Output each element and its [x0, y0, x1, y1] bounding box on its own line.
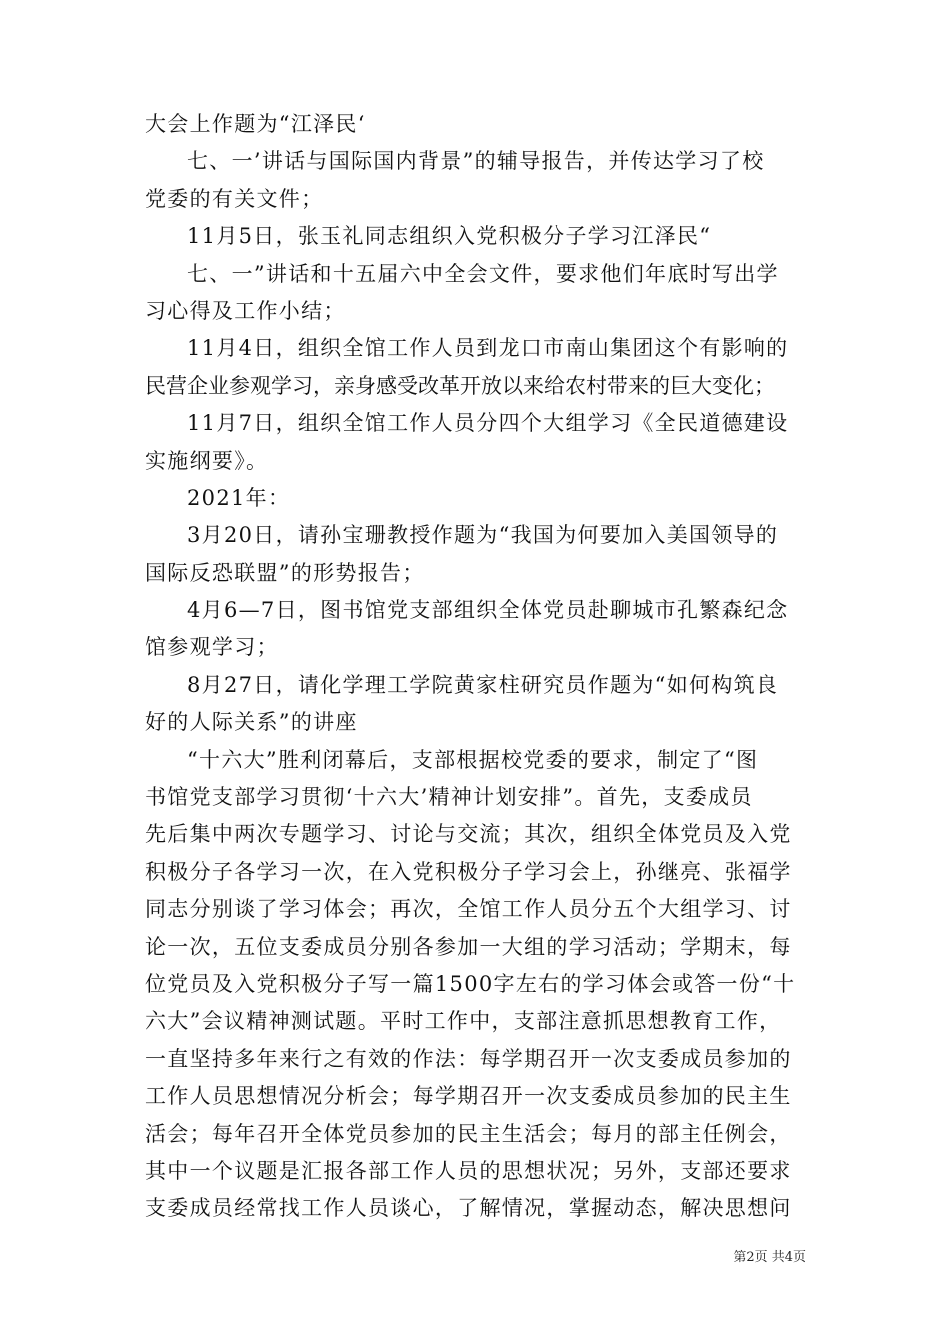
- text-line: 位党员及入党积极分子写一篇1500字左右的学习体会或答一份“十: [145, 971, 796, 996]
- text-line: 大会上作题为“江泽民‘: [145, 112, 366, 136]
- text-line: 先后集中两次专题学习、讨论与交流；其次，组织全体党员及入党: [145, 822, 792, 847]
- text-line: 工作人员思想情况分析会；每学期召开一次支委成员参加的民主生: [145, 1084, 792, 1109]
- text-line: 七、一’讲话与国际国内背景”的辅导报告，并传达学习了校: [187, 149, 765, 174]
- text-line: 积极分子各学习一次，在入党积极分子学习会上，孙继亮、张福学: [145, 859, 792, 884]
- text-line: 11月7日，组织全馆工作人员分四个大组学习《全民道德建设: [187, 411, 789, 436]
- text-line: 支委成员经常找工作人员谈心，了解情况，掌握动态，解决思想问: [145, 1196, 792, 1221]
- text-line: 六大”会议精神测试题。平时工作中，支部注意抓思想教育工作，: [145, 1009, 782, 1034]
- text-line: 习心得及工作小结；: [145, 298, 346, 323]
- text-line: 民营企业参观学习，亲身感受改革开放以来给农村带来的巨大变化；: [145, 373, 775, 398]
- text-line: 实施纲要》。: [145, 448, 269, 473]
- text-line: 同志分别谈了学习体会；再次，全馆工作人员分五个大组学习、讨: [145, 897, 792, 922]
- text-line: 七、一”讲话和十五届六中全会文件，要求他们年底时写出学: [187, 261, 779, 286]
- text-line: 4月6—7日，图书馆党支部组织全体党员赴聊城市孔繁森纪念: [187, 598, 789, 623]
- text-line: 国际反恐联盟”的形势报告；: [145, 560, 425, 585]
- text-line: 3月20日，请孙宝珊教授作题为“我国为何要加入美国领导的: [187, 523, 779, 548]
- text-line: 论一次，五位支委成员分别各参加一大组的学习活动；学期末，每: [145, 934, 792, 959]
- text-line: 2021年：: [187, 485, 291, 510]
- text-line: 活会；每年召开全体党员参加的民主生活会；每月的部主任例会，: [145, 1121, 792, 1146]
- text-line: 书馆党支部学习贯彻‘十六大’精神计划安排”。首先，支委成员: [145, 785, 753, 810]
- text-line: 8月27日，请化学理工学院黄家柱研究员作题为“如何构筑良: [187, 672, 779, 697]
- text-line: 党委的有关文件；: [145, 186, 324, 211]
- text-line: 11月4日，组织全馆工作人员到龙口市南山集团这个有影响的: [187, 336, 789, 361]
- text-line: 其中一个议题是汇报各部工作人员的思想状况；另外，支部还要求: [145, 1158, 792, 1183]
- text-line: 一直坚持多年来行之有效的作法：每学期召开一次支委成员参加的: [145, 1046, 792, 1071]
- text-line: 好的人际关系”的讲座: [145, 710, 358, 735]
- text-line: “十六大”胜利闭幕后，支部根据校党委的要求，制定了“图: [187, 747, 759, 772]
- page-number: 第2页 共4页: [733, 1250, 806, 1265]
- document-body: [145, 106, 807, 1228]
- text-line: 11月5日，张玉礼同志组织入党积极分子学习江泽民“: [187, 224, 712, 249]
- text-line: 馆参观学习；: [145, 635, 279, 660]
